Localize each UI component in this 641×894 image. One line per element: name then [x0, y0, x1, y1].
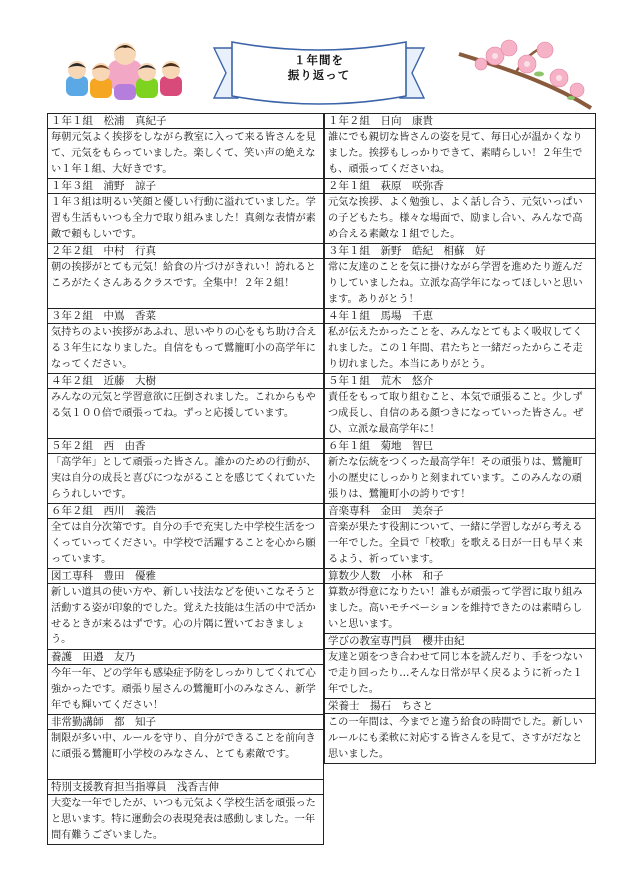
- teacher-message-cell: [324, 633, 596, 699]
- teacher-message-cell: [47, 503, 324, 569]
- teacher-name: 図工専科 豊田 優雅: [48, 569, 323, 584]
- teacher-message-cell: [324, 308, 596, 374]
- teacher-message: 今年一年、どの学年も感染症予防をしっかりしてくれて心強かったです。頑張り屋さんの鷺籠町小のみなさん、新学年でも輝いてください！: [51, 668, 316, 711]
- teacher-message-cell: [324, 503, 596, 569]
- teacher-name: 栄養士 揚石 ちさと: [325, 699, 595, 714]
- teacher-message: 責任をもって取り組むこと、本気で頑張ること。少しずつ成長し、自信のある顔つきになっていった皆さん。ぜひ、立派な最高学年に！: [328, 392, 584, 435]
- teacher-message-cell: [47, 649, 324, 715]
- teacher-name: １年１組 松浦 真紀子: [48, 114, 323, 129]
- teacher-message-cell: [47, 438, 324, 504]
- teacher-name: ２年１組 萩原 咲弥香: [325, 179, 595, 194]
- teacher-name: 学びの教室専門員 櫻井由紀: [325, 634, 595, 649]
- teacher-message: 算数が得意になりたい！誰もが頑張って学習に取り組みました。高いモチベーションを維持できたのは素晴らしいと思います。: [328, 587, 583, 630]
- teacher-message: 全ては自分次第です。自分の手で充実した中学校生活をつくっていってください。中学校で活躍することを心から願っています。: [51, 522, 316, 565]
- teacher-message: 新しい道具の使い方や、新しい技法などを使いこなそうと活動する姿が印象的でした。覚えた技能は生活の中で活かせるときが来るはずです。心の片隅に置いておきましょう。: [51, 587, 316, 646]
- teacher-name: 養護 田邉 友乃: [48, 650, 323, 665]
- children-group-illustration: [60, 40, 190, 102]
- teacher-name: ４年１組 馬場 千恵: [325, 309, 595, 324]
- left-column: [47, 114, 324, 845]
- teacher-message: 私が伝えたかったことを、みんなとてもよく吸収してくれました。この１年間、君たちと一緒だったからこそ走り切れました。本当にありがとう。: [328, 327, 583, 370]
- teacher-message-cell: [324, 698, 596, 764]
- teacher-message: 音楽が果たす役割について、一緒に学習しながら考える一年でした。全員で「校歌」を歌える日が一日も早く来るよう、祈っています。: [328, 522, 583, 565]
- teacher-message: 「高学年」として頑張った皆さん。誰かのための行動が、実は自分の成長と喜びにつながることを感じてくれていたらうれしいです。: [51, 457, 317, 500]
- teacher-message: 制限が多い中、ルールを守り、自分ができることを前向きに頑張る鷺籠町小学校のみなさん、とても素敵です。: [51, 733, 316, 760]
- teacher-name: ４年２組 近藤 大樹: [48, 374, 323, 389]
- teacher-message: 大変な一年でしたが、いつも元気よく学校生活を頑張ったと思います。特に運動会の表現発表は感動しました。一年間有難うございました。: [51, 798, 316, 841]
- teacher-name: ６年２組 西川 義浩: [48, 504, 323, 519]
- teacher-message: 常に友達のことを気に掛けながら学習を進めたり遊んだりしていましたね。立派な高学年になってほしいと思います。ありがとう！: [328, 262, 583, 305]
- teacher-message: 友達と頭をつき合わせて同じ本を読んだり、手をつないで走り回ったり…そんな日常が早く戻るように祈った１年でした。: [328, 652, 583, 695]
- teacher-message-cell: [47, 308, 324, 374]
- teacher-message: 毎朝元気よく挨拶をしながら教室に入って来る皆さんを見て、元気をもらっていました。楽しくて、笑い声の絶えない１年１組、大好きです。: [51, 132, 316, 175]
- teacher-name: ２年２組 中村 行真: [48, 244, 323, 259]
- teacher-name: 算数少人数 小林 和子: [325, 569, 595, 584]
- teacher-name: 音楽専科 金田 美奈子: [325, 504, 595, 519]
- teacher-name: １年３組 浦野 諒子: [48, 179, 323, 194]
- right-column: [324, 114, 596, 764]
- teacher-message-cell: [47, 568, 324, 650]
- teacher-name: ５年１組 荒木 悠介: [325, 374, 595, 389]
- title-line-1: １年間を: [294, 53, 344, 67]
- teacher-message: １年３組は明るい笑顔と優しい行動に溢れていました。学習も生活もいつも全力で取り組みました！真剣な表情が素敵で頼もしいです。: [51, 197, 316, 240]
- teacher-message-cell: [47, 243, 324, 309]
- teacher-message-cell: [324, 373, 596, 439]
- teacher-name: ３年１組 新野 皓紀 相蘇 好: [325, 244, 595, 259]
- teacher-message-cell: [324, 113, 596, 179]
- teacher-message-cell: [47, 373, 324, 439]
- teacher-message-cell: [324, 178, 596, 244]
- page-title: [212, 53, 426, 83]
- teacher-message: 誰にでも親切な皆さんの姿を見て、毎日心が温かくなりました。挨拶もしっかりできて、素晴らしい！２年生でも、頑張ってくださいね。: [328, 132, 583, 175]
- teacher-name: ６年１組 菊地 智巳: [325, 439, 595, 454]
- teacher-message: この一年間は、今までと違う給食の時間でした。新しいルールにも柔軟に対応する皆さんを見て、さすがだなと思いました。: [328, 717, 583, 760]
- teacher-name: 非常勤講師 都 知子: [48, 715, 323, 730]
- teacher-message: 新たな伝統をつくった最高学年！その頑張りは、鷺籠町小の歴史にしっかりと刻まれています。このみんなの頑張りは、鷺籠町小の誇りです！: [328, 457, 583, 500]
- teacher-name: ５年２組 西 由香: [48, 439, 323, 454]
- teacher-name: ３年２組 中嶌 香菜: [48, 309, 323, 324]
- cherry-blossom-illustration: [455, 34, 595, 110]
- teacher-name: １年２組 日向 康貴: [325, 114, 595, 129]
- teacher-name: 特別支援教育担当指導員 浅香吉伸: [48, 780, 323, 795]
- teacher-message-cell: [47, 779, 324, 845]
- teacher-message: みんなの元気と学習意欲に圧倒されました。これからもやる気１００倍で頑張ってね。ずっと応援しています。: [51, 392, 316, 419]
- teacher-message-cell: [47, 714, 324, 780]
- teacher-message-cell: [324, 243, 596, 309]
- teacher-message: 気持ちのよい挨拶があふれ、思いやりの心をもち助け合える３年生になりました。自信をもって鷺籠町小の高学年になってください。: [51, 327, 317, 370]
- teacher-message-cell: [324, 568, 596, 634]
- teacher-message: 元気な挨拶、よく勉強し、よく話し合う、元気いっぱいの子どもたち。様々な場面で、励まし合い、みんなで高め合える素敵な１組でした。: [328, 197, 583, 240]
- teacher-message-cell: [324, 438, 596, 504]
- teacher-message: 朝の挨拶がとても元気！給食の片づけがきれい！誇れるところがたくさんあるクラスです。全集中！２年２組！: [51, 262, 316, 289]
- title-line-2: 振り返って: [287, 68, 351, 82]
- teacher-message-cell: [47, 113, 324, 179]
- teacher-message-cell: [47, 178, 324, 244]
- header: [0, 0, 641, 112]
